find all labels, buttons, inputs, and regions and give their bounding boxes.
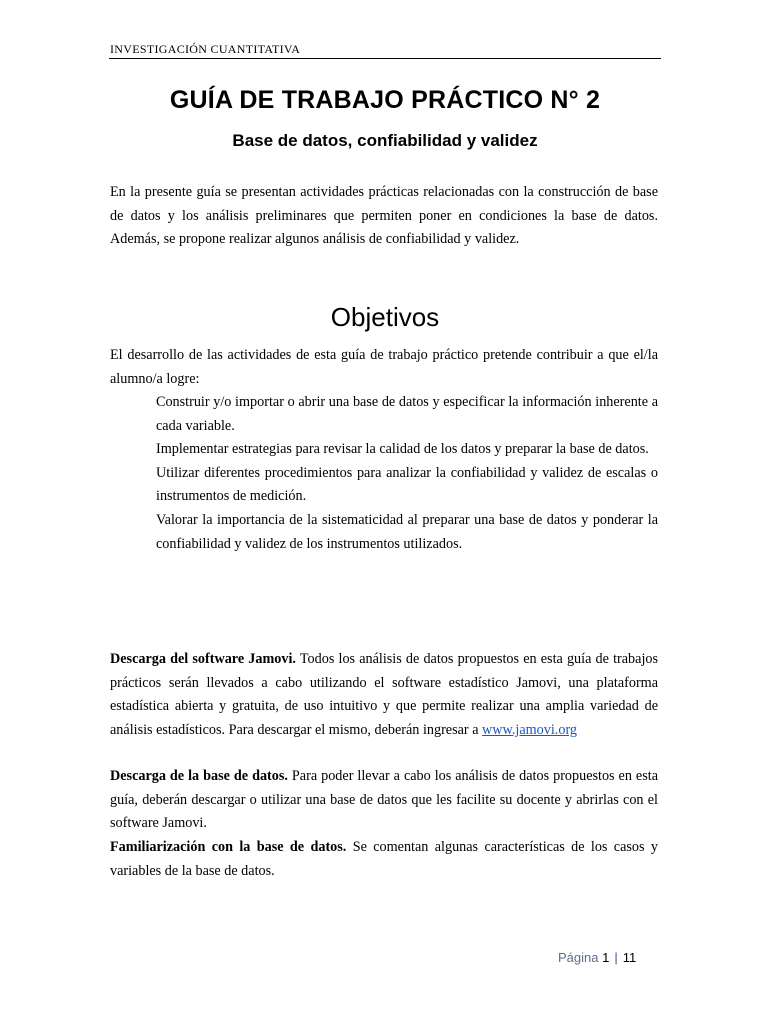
- jamovi-link[interactable]: www.jamovi.org: [482, 721, 578, 738]
- objective-item: Construir y/o importar o abrir una base de datos y especificar la información inherente a cada variable.: [156, 394, 658, 434]
- page-label: Página: [558, 950, 599, 965]
- document-title: GUÍA DE TRABAJO PRÁCTICO N° 2: [169, 86, 601, 114]
- objectives-list: [156, 391, 658, 556]
- objective-item: Utilizar diferentes procedimientos para analizar la confiabilidad y validez de escalas o instrumentos de medición.: [156, 464, 658, 505]
- familiarization-label: Familiarización con la base de datos.: [110, 839, 347, 855]
- objective-item: Implementar estrategias para revisar la calidad de los datos y preparar la base de datos.: [156, 441, 649, 458]
- objective-item: Valorar la importancia de la sistematicidad al preparar una base de datos y ponderar la confiabilidad y validez de los instrumentos utilizados.: [156, 511, 658, 552]
- familiarization-paragraph: [110, 836, 658, 883]
- download-software-label: Descarga del software Jamovi.: [110, 651, 296, 667]
- total-pages: 11: [622, 950, 637, 965]
- download-db-paragraph: [110, 765, 658, 836]
- page-number: [558, 950, 636, 965]
- familiarization-text: Se comentan algunas características de los casos y variables de la base de datos.: [110, 839, 658, 879]
- download-db-label: Descarga de la base de datos.: [110, 768, 288, 784]
- intro-paragraph: En la presente guía se presentan actividades prácticas relacionadas con la construcción de base de datos y los análisis preliminares que permiten poner en condiciones la base de datos. Además, se propone realizar algunos análisis de confiabilidad y validez.: [110, 184, 658, 248]
- objectives-heading: Objetivos: [330, 302, 440, 332]
- objectives-lead: El desarrollo de las actividades de esta guía de trabajo práctico pretende contribuir a que el/la alumno/a logre:: [110, 347, 658, 387]
- download-db-text: Para poder llevar a cabo los análisis de datos propuestos en esta guía, deberán descargar o utilizar una base de datos que les facilite su docente y abrirlas con el software Jamovi.: [110, 768, 658, 832]
- document-subtitle: Base de datos, confiabilidad y validez: [232, 131, 538, 150]
- download-software-paragraph: [110, 648, 658, 742]
- download-software-text: Todos los análisis de datos propuestos en esta guía de trabajos prácticos serán llevados a cabo utilizando el software estadístico Jamovi, una plataforma estadística abierta y gratuita, de uso intuitivo y que permite realizar una amplia variedad de análisis estadísticos. Para descargar el mismo, deberán ingresar a: [110, 651, 658, 738]
- header-divider: [109, 58, 661, 59]
- page-separator: |: [614, 950, 618, 965]
- current-page: 1: [602, 950, 610, 965]
- running-header: INVESTIGACIÓN CUANTITATIVA: [110, 42, 301, 56]
